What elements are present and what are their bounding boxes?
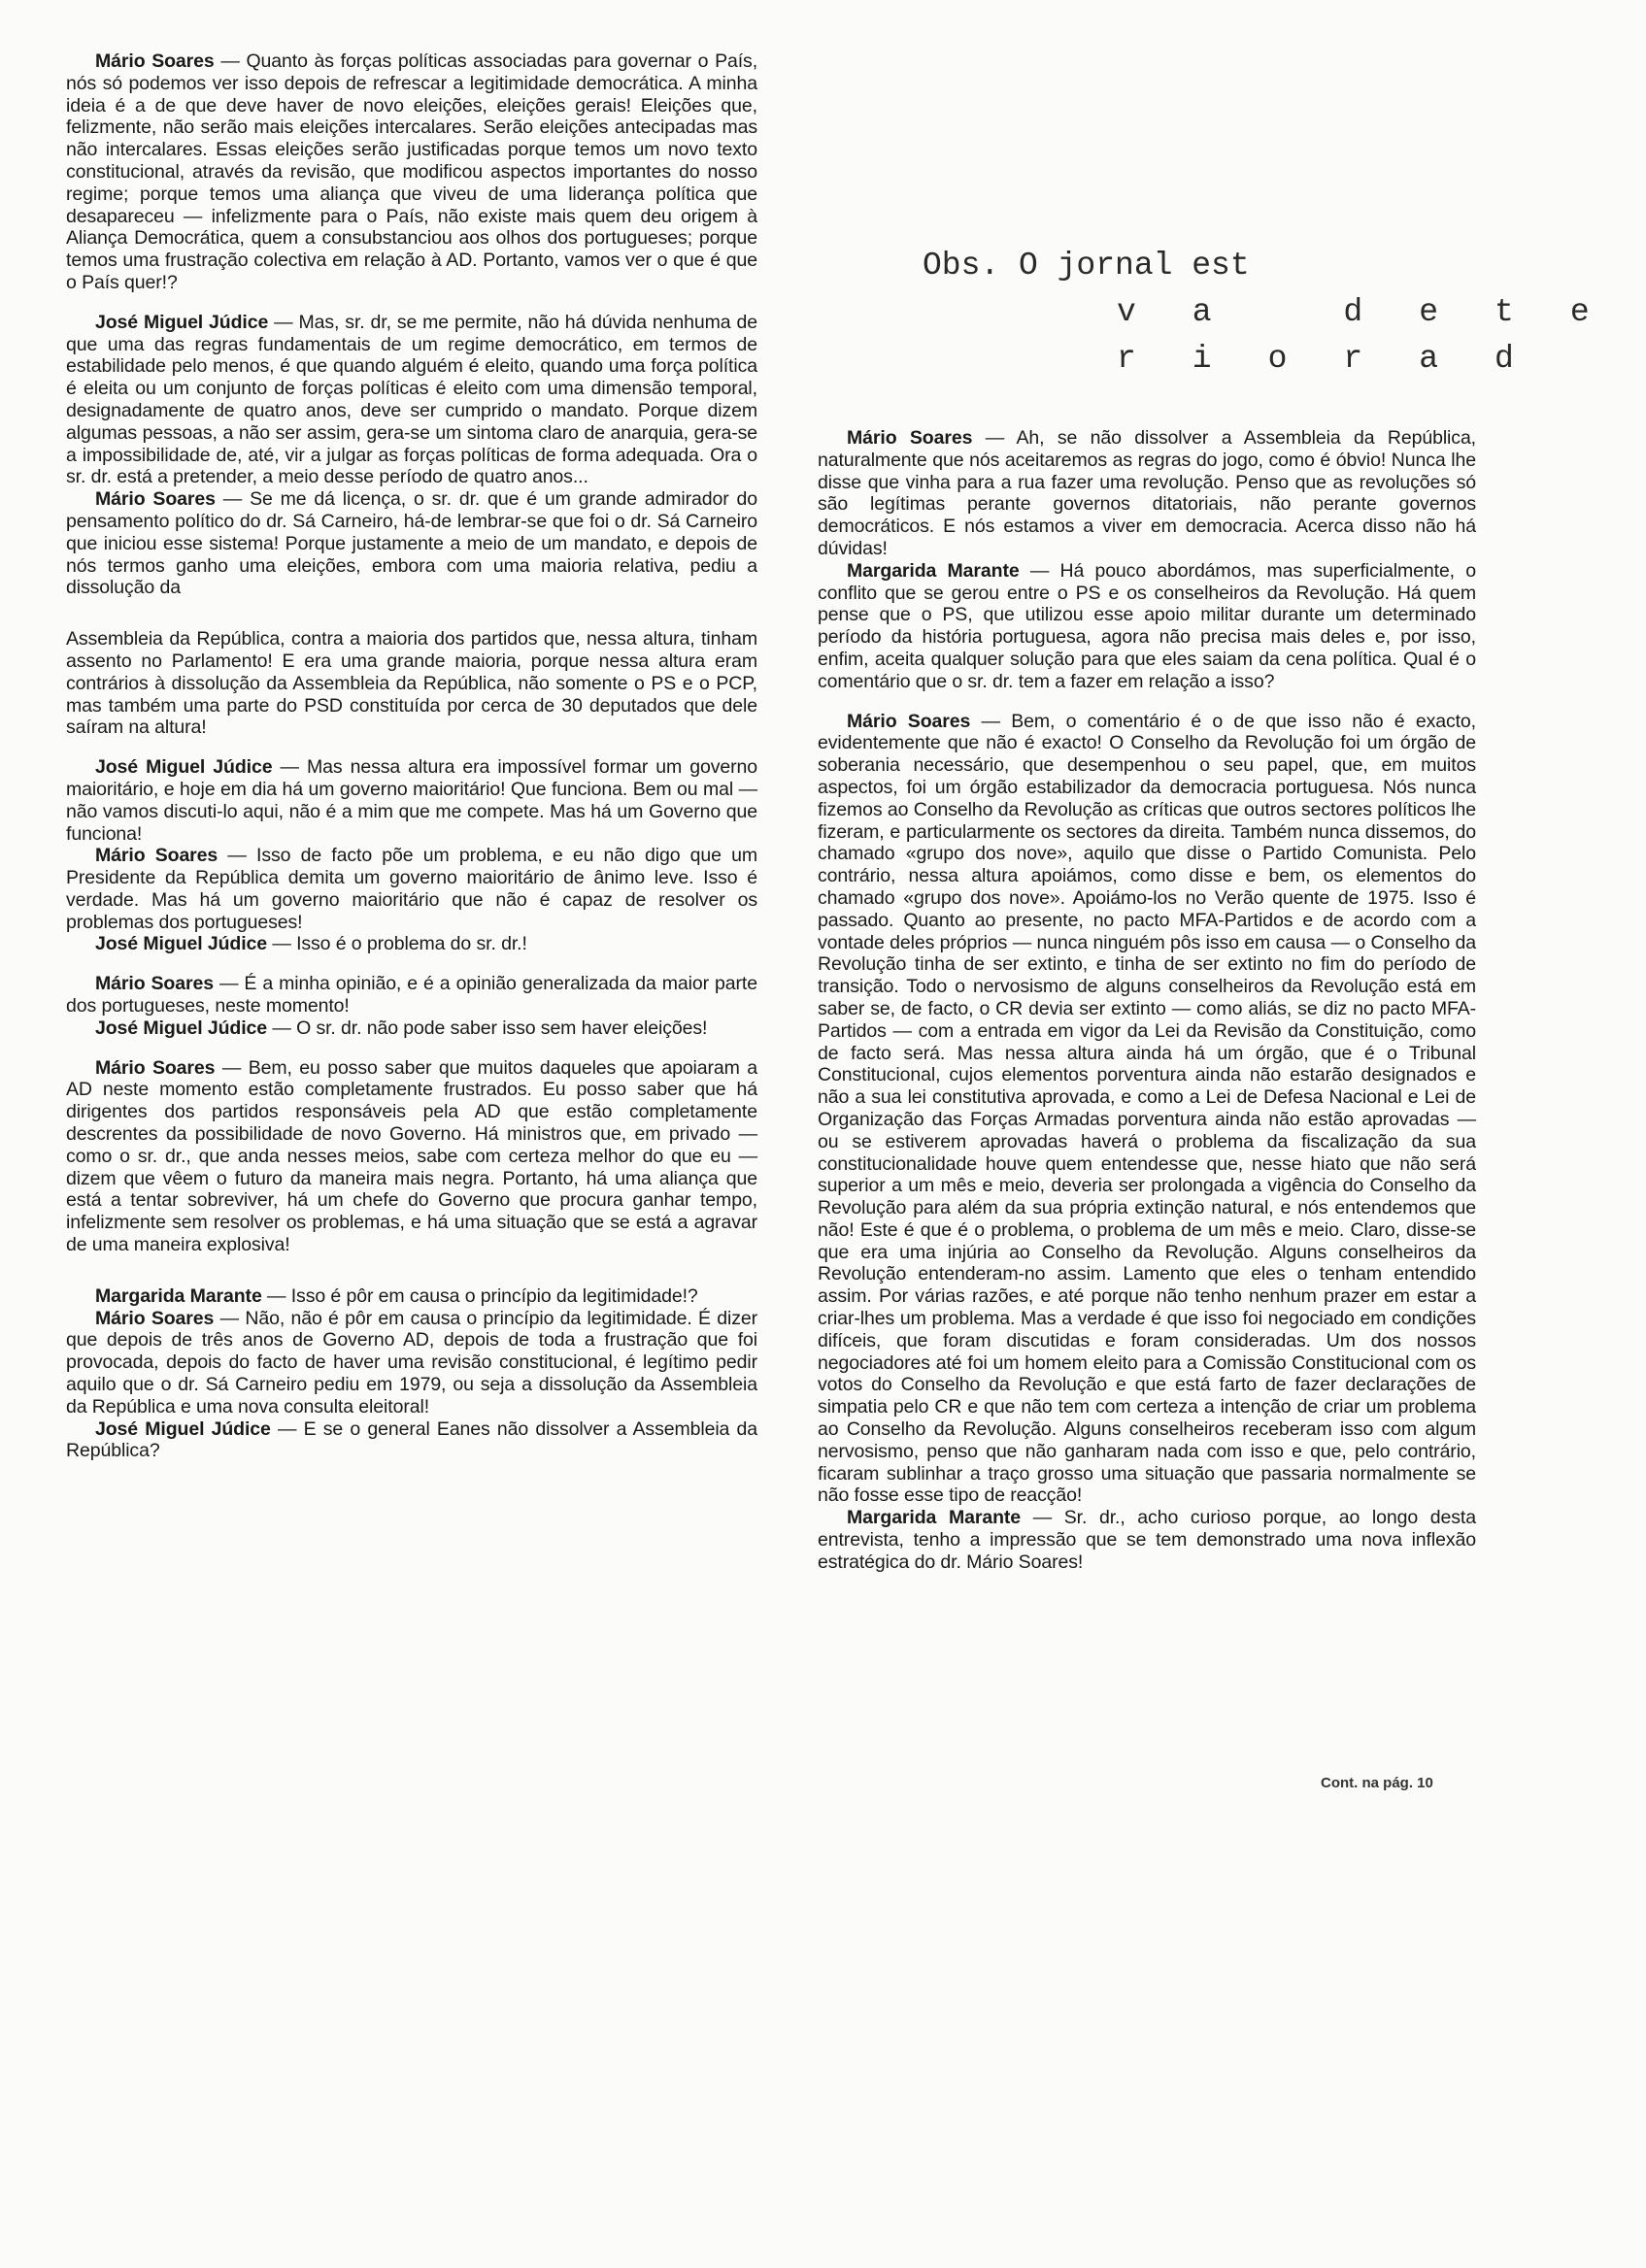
speaker-name: Mário Soares [847,427,973,449]
paragraph: Mário Soares — Se me dá licença, o sr. dr. que é um grande admirador do pensamento político do dr. Sá Carneiro, há-de lembrar-se que foi o dr. Sá Carneiro que iniciou esse sistema! Porque justamente a meio de um mandato, e depois de nós termos ganho uma eleições, embora com uma maioria relativa, pediu a dissolução da [66,488,757,599]
paragraph-text: Bem, eu posso saber que muitos daqueles que apoiaram a AD neste momento estão completamente frustrados. Eu posso saber que há dirigentes dos partidos responsáveis pela AD que estão completamente descrentes da possibilidade de novo Governo. Há ministros que, em privado — como o sr. dr., que anda nesses meios, sabe com certeza melhor do que eu — dizem que vêem o futuro da maneira mais negra. Portanto, há uma aliança que está a tentar sobreviver, há um chefe do Governo que procura ganhar tempo, infelizmente sem resolver os problemas, e há uma situação que se está a agravar de uma maneira explosiva! [66,1056,758,1256]
speaker-name: Mário Soares [95,50,215,72]
paragraph: Margarida Marante — Sr. dr., acho curioso porque, ao longo desta entrevista, tenho a impressão que se tem demonstrado uma nova inflexão estratégica do dr. Mário Soares! [818,1507,1476,1573]
paragraph: Mário Soares — Bem, o comentário é o de que isso não é exacto, evidentemente que não é exacto! O Conselho da Revolução foi um órgão de soberania necessário, que desempenhou o seu papel, que, em muitos aspectos, foi um órgão estabilizador da democracia portuguesa. Nós nunca fizemos ao Conselho da Revolução as críticas que outros sectores políticos lhe fizeram, e particularmente os sectores da direita. Também nunca dissemos, do chamado «grupo dos nove», aquilo que disse o Partido Comunista. Pelo contrário, nessa altura apoiámos, como disse e bem, os elementos do chamado «grupo dos nove». Apoiámo-los no Verão quente de 1975. Isso é passado. Quanto ao presente, no pacto MFA-Partidos e de acordo com a vontade deles próprios — nunca ninguém pôs isso em causa — o Conselho da Revolução tinha de ser extinto, e tinha de ser extinto no fim do período de transição. Todo o nervosismo de alguns conselheiros da Revolução está em saber se, de facto, o CR devia ser extinto — como aliás, se diz no pacto MFA-Partidos — com a entrada em vigor da Lei da Revisão da Constituição, como de facto será. Mas nessa altura ainda há um órgão, que é o Tribunal Constitucional, cujos elementos porventura ainda não estarão designados e não a sua lei constitutiva aprovada, e como a Lei de Defesa Nacional e Lei de Organização das Forças Armadas porventura ainda não estão aprovadas — ou se estiverem aprovadas haverá o problema da fiscalização da sua constitucionalidade houve quem entendesse que, nesse hiato que não será superior a um mês e meio, deveria ser prolongada a vigência do Conselho da Revolução para além da sua própria extinção natural, e nós entendemos que não! Este é que é o problema, o problema de um mês e meio. Claro, disse-se que era uma injúria ao Conselho da Revolução. Alguns conselheiros da Revolução entenderam-no assim. Lamento que eles o tenham entendido assim. Por várias razões, e até porque não tenho nenhum prazer em estar a criar-lhes um problema. Mas a verdade é que isso foi negociado em condições difíceis, que foram discutidas e foram consideradas. Um dos nossos negociadores até foi um homem eleito para a Comissão Constitucional com os votos do Conselho da Revolução e que está farto de fazer declarações de simpatia pelo CR e que não tem com certeza a intenção de criar um problema ao Conselho da Revolução. Alguns conselheiros receberam isso com algum nervosismo, penso que não ganharam nada com isso e que, pelo contrário, ficaram sublinhar a traço grosso uma situação que passaria normalmente se não fosse esse tipo de reacção! [818,710,1476,1507]
paragraph [66,628,757,739]
paragraph: Mário Soares — É a minha opinião, e é a opinião generalizada da maior parte dos portugueses, neste momento! [66,973,757,1017]
paragraph-text: E se o general Eanes não dissolver a Assembleia da República? [66,1418,758,1462]
paragraph-text: É a minha opinião, e é a opinião generalizada da maior parte dos portugueses, neste momento! [66,973,757,1017]
speaker-name: José Miguel Júdice [95,756,273,779]
obs-line: Obs. O jornal est [923,248,1250,284]
speaker-name: José Miguel Júdice [95,933,268,955]
paragraph-text: Assembleia da República, contra a maioria dos partidos que, nessa altura, tinham assento no Parlamento! E era uma grande maioria, porque nessa altura eram contrários à dissolução da Assembleia da República, não somente o PS e o PCP, mas também uma parte do PSD constituída por cerca de 30 deputados que dele saíram na altura! [66,628,757,739]
paragraph: Margarida Marante — Isso é pôr em causa o princípio da legitimidade!? [95,1284,698,1307]
speaker-name: Mário Soares [95,1307,215,1329]
speaker-name: Mário Soares [847,710,971,732]
paragraph-text: Isso de facto põe um problema, e eu não digo que um Presidente da República demita um governo maioritário de ânimo leve. Isso é verdade. Mas há um governo maioritário que não é capaz de resolver os problemas dos portugueses! [66,845,758,933]
paragraph: José Miguel Júdice — Mas nessa altura era impossível formar um governo maioritário, e hoje em dia há um governo maioritário! Que funciona. Bem ou mal — não vamos discuti-lo aqui, não é a mim que me compete. Mas há um Governo que funciona! [66,756,757,845]
paragraph: Mário Soares — Ah, se não dissolver a Assembleia da República, naturalmente que nós aceitaremos as regras do jogo, como é óbvio! Nunca lhe disse que vinha para a rua fazer uma revolução. Penso que as revoluções só são legítimas perante governos ditatoriais, não perante governos democráticos. E nós estamos a viver em democracia. Acerca disso não há dúvidas! [818,427,1477,559]
paragraph-text: Há pouco abordámos, mas superficialmente, o conflito que se gerou entre o PS e os conselheiros da Revolução. Há quem pense que o PS, que utilizou esse apoio militar durante um determinado período da história portuguesa, agora não precisa mais deles e, por isso, enfim, aceita qualquer solução para que eles saiam da cena política. Qual é o comentário que o sr. dr. tem a fazer em relação a isso? [818,559,1476,692]
paragraph: Mário Soares — Quanto às forças políticas associadas para governar o País, nós só podemos ver isso depois de refrescar a legitimidade democrática. A minha ideia é a de que deve haver de novo eleições, eleições gerais! Eleições que, felizmente, não serão mais eleições intercalares. Serão eleições antecipadas mas não intercalares. Essas eleições serão justificadas porque temos um novo texto constitucional, através da revisão, que modificou aspectos importantes do nosso regime; porque temos uma aliança que viveu de uma liderança política que desapareceu — infelizmente para o País, não existe mais quem deu origem à Aliança Democrática, quem a consubstanciou aos olhos dos portugueses; porque temos uma frustração colectiva em relação à AD. Portanto, vamos ver o que é que o País quer!? [66,50,758,293]
paragraph: José Miguel Júdice — O sr. dr. não pode saber isso sem haver eleições! [95,1017,708,1039]
obs-line: va dete [1117,294,1646,330]
speaker-name: Mário Soares [95,845,218,867]
paragraph-text: Bem, o comentário é o de que isso não é exacto, evidentemente que não é exacto! O Conselho da Revolução foi um órgão de soberania necessário, que desempenhou o seu papel, que, em muitos aspectos, foi um órgão estabilizador da democracia portuguesa. Nós nunca fizemos ao Conselho da Revolução as críticas que outros sectores políticos lhe fizeram, e particularmente os sectores da direita. Também nunca dissemos, do chamado «grupo dos nove», aquilo que disse o Partido Comunista. Pelo contrário, nessa altura apoiámos, como disse e bem, os elementos do chamado «grupo dos nove». Apoiámo-los no Verão quente de 1975. Isso é passado. Quanto ao presente, no pacto MFA-Partidos e de acordo com a vontade deles próprios — nunca ninguém pôs isso em causa — o Conselho da Revolução tinha de ser extinto, e tinha de ser extinto no fim do período de transição. Todo o nervosismo de alguns conselheiros da Revolução está em saber se, de facto, o CR devia ser extinto — como aliás, se diz no pacto MFA-Partidos — com a entrada em vigor da Lei da Revisão da Constituição, como de facto será. Mas nessa altura ainda há um órgão, que é o Tribunal Constitucional, cujos elementos porventura ainda não estarão designados e não a sua lei constitutiva aprovada, e como a Lei de Defesa Nacional e Lei de Organização das Forças Armadas porventura ainda não estão aprovadas — ou se estiverem aprovadas haverá o problema da fiscalização da sua constitucionalidade houve quem entendesse que, nesse hiato que não será superior a um mês e meio, deveria ser prolongada a vigência do Conselho da Revolução para além da sua própria extinção natural, e nós entendemos que não! Este é que é o problema, o problema de um mês e meio. Claro, disse-se que era uma injúria ao Conselho da Revolução. Alguns conselheiros da Revolução entenderam-no assim. Lamento que eles o tenham entendido assim. Por várias razões, e até porque não tenho nenhum prazer em estar a criar-lhes um problema. Mas a verdade é que isso foi negociado em condições difíceis, que foram discutidas e foram consideradas. Um dos nossos negociadores até foi um homem eleito para a Comissão Constitucional com os votos do Conselho da Revolução e que está farto de fazer declarações de simpatia pelo CR e que não tem com certeza a intenção de criar um problema ao Conselho da Revolução. Alguns conselheiros receberam isso com algum nervosismo, penso que não ganharam nada com isso e que, pelo contrário, ficaram sublinhar a traço grosso uma situação que passaria normalmente se não fosse esse tipo de reacção! [818,710,1476,1507]
article-right-column [818,427,1476,1574]
typewritten-obs-note [923,243,1646,383]
obs-line: riorad [1117,341,1570,377]
speaker-name: Mário Soares [95,488,216,511]
paragraph-text: Mas nessa altura era impossível formar um governo maioritário, e hoje em dia há um governo maioritário! Que funciona. Bem ou mal — não vamos discuti-lo aqui, não é a mim que me compete. Mas há um Governo que funciona! [66,756,757,845]
paragraph-text: Isso é pôr em causa o princípio da legitimidade!? [290,1284,698,1307]
speaker-name: Margarida Marante [847,559,1020,582]
paragraph-text: Quanto às forças políticas associadas para governar o País, nós só podemos ver isso depois de refrescar a legitimidade democrática. A minha ideia é a de que deve haver de novo eleições, eleições gerais! Eleições que, felizmente, não serão mais eleições intercalares. Serão eleições antecipadas mas não intercalares. Essas eleições serão justificadas porque temos um novo texto constitucional, através da revisão, que modificou aspectos importantes do nosso regime; porque temos uma aliança que viveu de uma liderança política que desapareceu — infelizmente para o País, não existe mais quem deu origem à Aliança Democrática, quem a consubstanciou aos olhos dos portugueses; porque temos uma frustração colectiva em relação à AD. Portanto, vamos ver o que é que o País quer!? [66,50,758,293]
paragraph-text: O sr. dr. não pode saber isso sem haver eleições! [296,1017,708,1039]
speaker-name: Margarida Marante [95,1284,262,1307]
paragraph: Mário Soares — Isso de facto põe um problema, e eu não digo que um Presidente da República demita um governo maioritário de ânimo leve. Isso é verdade. Mas há um governo maioritário que não é capaz de resolver os problemas dos portugueses! [66,845,758,933]
paragraph: José Miguel Júdice — E se o general Eanes não dissolver a Assembleia da República? [66,1418,758,1462]
paragraph-text: Isso é o problema do sr. dr.! [296,933,527,955]
article-left-column [66,50,757,1462]
speaker-name: Mário Soares [95,1056,216,1079]
paragraph-text: Se me dá licença, o sr. dr. que é um grande admirador do pensamento político do dr. Sá Carneiro, há-de lembrar-se que foi o dr. Sá Carneiro que iniciou esse sistema! Porque justamente a meio de um mandato, e depois de nós termos ganho uma eleições, embora com uma maioria relativa, pediu a dissolução da [66,488,757,599]
paragraph-text: Mas, sr. dr, se me permite, não há dúvida nenhuma de que uma das regras fundamentais de um regime democrático, em termos de estabilidade pelo menos, é que quando alguém é eleito, quando uma força política é eleita ou um conjunto de forças políticas é eleito com uma dimensão temporal, designadamente de quatro anos, deve ser cumprido o mandato. Porque dizem algumas pessoas, a não ser assim, gera-se um sintoma claro de anarquia, gera-se a impossibilidade de, até, vir a julgar as forças políticas de forma adequada. Ora o sr. dr. está a pretender, a meio desse período de quatro anos... [66,311,757,488]
paragraph-text: Sr. dr., acho curioso porque, ao longo desta entrevista, tenho a impressão que se tem demonstrado uma nova inflexão estratégica do dr. Mário Soares! [818,1507,1476,1573]
paragraph: José Miguel Júdice — Isso é o problema do sr. dr.! [95,933,527,955]
paragraph: José Miguel Júdice — Mas, sr. dr, se me permite, não há dúvida nenhuma de que uma das regras fundamentais de um regime democrático, em termos de estabilidade pelo menos, é que quando alguém é eleito, quando uma força política é eleita ou um conjunto de forças políticas é eleito com uma dimensão temporal, designadamente de quatro anos, deve ser cumprido o mandato. Porque dizem algumas pessoas, a não ser assim, gera-se um sintoma claro de anarquia, gera-se a impossibilidade de, até, vir a julgar as forças políticas de forma adequada. Ora o sr. dr. está a pretender, a meio desse período de quatro anos... [66,311,757,488]
paragraph: Margarida Marante — Há pouco abordámos, mas superficialmente, o conflito que se gerou entre o PS e os conselheiros da Revolução. Há quem pense que o PS, que utilizou esse apoio militar durante um determinado período da história portuguesa, agora não precisa mais deles e, por isso, enfim, aceita qualquer solução para que eles saiam da cena política. Qual é o comentário que o sr. dr. tem a fazer em relação a isso? [818,559,1476,692]
paragraph-text: Não, não é pôr em causa o princípio da legitimidade. É dizer que depois de três anos de Governo AD, depois de toda a frustração que foi provocada, depois do facto de haver uma revisão constitucional, é legítimo pedir aquilo que o dr. Sá Carneiro pediu em 1979, ou seja a dissolução da Assembleia da República e uma nova consulta eleitoral! [66,1307,757,1418]
speaker-name: José Miguel Júdice [95,1418,271,1440]
paragraph: Mário Soares — Não, não é pôr em causa o princípio da legitimidade. É dizer que depois de três anos de Governo AD, depois de toda a frustração que foi provocada, depois do facto de haver uma revisão constitucional, é legítimo pedir aquilo que o dr. Sá Carneiro pediu em 1979, ou seja a dissolução da Assembleia da República e uma nova consulta eleitoral! [66,1307,757,1418]
speaker-name: José Miguel Júdice [95,1017,268,1039]
speaker-name: Mário Soares [95,973,214,995]
speaker-name: José Miguel Júdice [95,311,269,333]
paragraph-text: Ah, se não dissolver a Assembleia da República, naturalmente que nós aceitaremos as regras do jogo, como é óbvio! Nunca lhe disse que vinha para a rua fazer uma revolução. Penso que as revoluções só são legítimas perante governos ditatoriais, não perante governos democráticos. E nós estamos a viver em democracia. Acerca disso não há dúvidas! [818,427,1477,559]
continuation-note: Cont. na pág. 10 [1321,1775,1433,1791]
paragraph: Mário Soares — Bem, eu posso saber que muitos daqueles que apoiaram a AD neste momento estão completamente frustrados. Eu posso saber que há dirigentes dos partidos responsáveis pela AD que estão completamente descrentes da possibilidade de novo Governo. Há ministros que, em privado — como o sr. dr., que anda nesses meios, sabe com certeza melhor do que eu — dizem que vêem o futuro da maneira mais negra. Portanto, há uma aliança que está a tentar sobreviver, há um chefe do Governo que procura ganhar tempo, infelizmente sem resolver os problemas, e há uma situação que se está a agravar de uma maneira explosiva! [66,1056,758,1256]
speaker-name: Margarida Marante [847,1507,1022,1529]
